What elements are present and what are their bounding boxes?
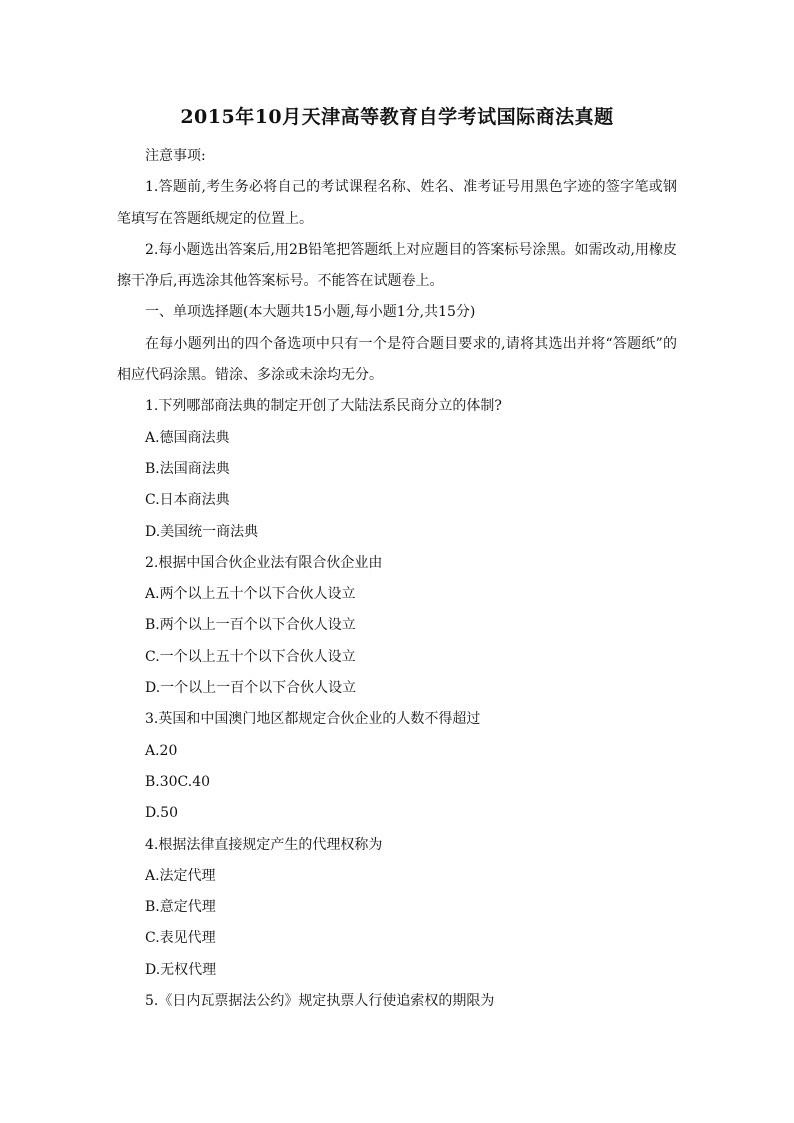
question-4: 4.根据法律直接规定产生的代理权称为 — [145, 836, 383, 853]
question-2: 2.根据中国合伙企业法有限合伙企业由 — [145, 554, 383, 571]
section-instructions: 在每小题列出的四个备选项中只有一个是符合题目要求的,请将其选出并将“答题纸”的相应代码涂黑。错涂、多涂或未涂均无分。 — [117, 335, 677, 384]
question-1-option-a: A.德国商法典 — [145, 429, 230, 446]
question-4-option-b: B.意定代理 — [145, 899, 216, 916]
section-heading: 一、单项选择题(本大题共15小题,每小题1分,共15分) — [145, 304, 476, 321]
question-1-option-b: B.法国商法典 — [145, 460, 230, 477]
question-2-option-a: A.两个以上五十个以下合伙人设立 — [145, 586, 356, 603]
notice-heading: 注意事项: — [145, 148, 206, 164]
question-3-option-d: D.50 — [145, 805, 178, 822]
question-1-option-c: C.日本商法典 — [145, 492, 230, 509]
notice-item-2: 2.每小题选出答案后,用2B铅笔把答题纸上对应题目的答案标号涂黑。如需改动,用橡皮擦干净后,再选涂其他答案标号。不能答在试题卷上。 — [117, 241, 677, 290]
question-3-option-a: A.20 — [145, 742, 178, 759]
notice-item-1: 1.答题前,考生务必将自己的考试课程名称、姓名、准考证号用黑色字迹的签字笔或钢笔填写在答题纸规定的位置上。 — [117, 179, 677, 227]
document-title: 2015年10月天津高等教育自学考试国际商法真题 — [180, 106, 614, 128]
question-4-option-d: D.无权代理 — [145, 961, 217, 978]
question-2-option-d: D.一个以上一百个以下合伙人设立 — [145, 680, 357, 697]
question-2-option-c: C.一个以上五十个以下合伙人设立 — [145, 648, 356, 665]
question-1: 1.下列哪部商法典的制定开创了大陆法系民商分立的体制? — [145, 398, 502, 415]
question-4-option-a: A.法定代理 — [145, 867, 216, 884]
document-body — [117, 141, 677, 1017]
question-2-option-b: B.两个以上一百个以下合伙人设立 — [145, 617, 356, 634]
question-4-option-c: C.表见代理 — [145, 930, 216, 947]
question-1-option-d: D.美国统一商法典 — [145, 523, 259, 540]
question-3-option-bc: B.30C.40 — [145, 773, 211, 790]
question-3: 3.英国和中国澳门地区都规定合伙企业的人数不得超过 — [145, 711, 481, 728]
question-5: 5.《日内瓦票据法公约》规定执票人行使追索权的期限为 — [145, 993, 495, 1010]
